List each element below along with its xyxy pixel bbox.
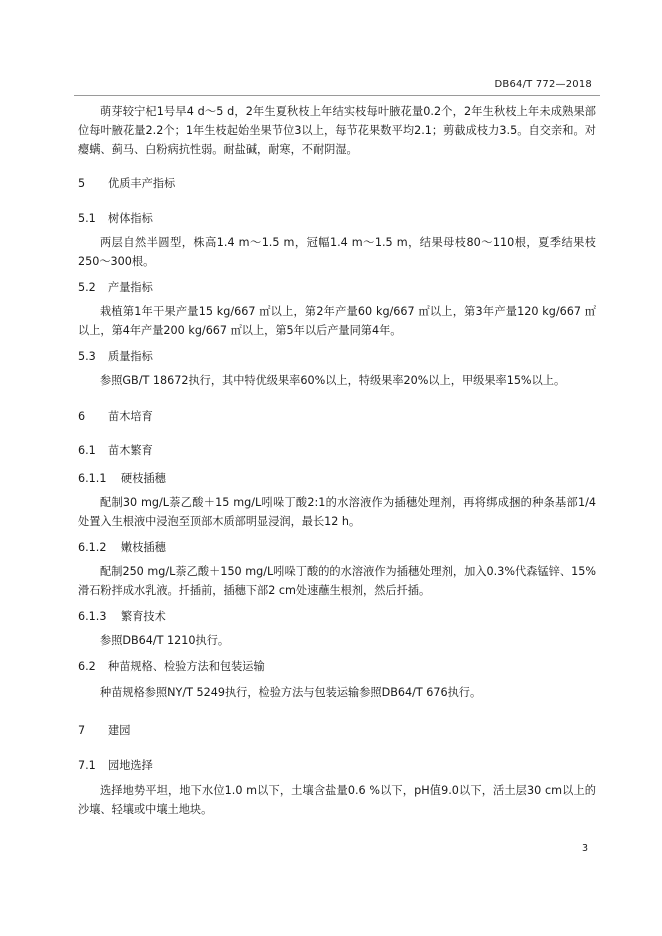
- section-number: 5.2: [78, 281, 96, 294]
- section-6-1-heading: [78, 444, 153, 457]
- section-title: 种苗规格、检验方法和包装运输: [108, 660, 265, 673]
- section-6-2-text: 种苗规格参照NY/T 5249执行，检验方法与包装运输参照DB64/T 676执行。: [100, 686, 482, 699]
- section-number: 7.1: [78, 759, 96, 772]
- section-number: 6.1.3: [78, 610, 107, 623]
- section-title: 建园: [108, 724, 131, 737]
- section-5-3-text: 参照GB/T 18672执行，其中特优级果率60%以上，特级果率20%以上，甲级果率15%以上。: [100, 374, 566, 387]
- section-number: 5: [78, 177, 86, 190]
- section-number: 6.1: [78, 444, 96, 457]
- intro-paragraph: 萌芽较宁杞1号早4 d～5 d，2年生夏秋枝上年结实枝每叶腋花量0.2个，2年生秋枝上年未成熟果部位每叶腋花量2.2个；1年生枝起始坐果节位3以上，每节花果数平均2.1；剪截成枝力3.5。自交亲和。对瘿螨、蓟马、白粉病抗性弱。耐盐碱，耐寒，不耐阴湿。: [78, 105, 596, 156]
- header-rule: [74, 95, 600, 96]
- section-title: 嫩枝插穗: [121, 541, 166, 554]
- section-number: 5.3: [78, 350, 96, 363]
- section-number: 6: [78, 410, 86, 423]
- section-6-2-heading: [78, 660, 265, 673]
- section-6-1-2-text: 配制250 mg/L萘乙酸＋150 mg/L吲哚丁酸的的水溶液作为插穗处理剂，加入0.3%代森锰锌、15%滑石粉拌成水乳液。扦插前，插穗下部2 cm处速蘸生根剂，然后扦插。: [78, 565, 596, 597]
- section-title: 苗木繁育: [108, 444, 153, 457]
- section-title: 园地选择: [108, 759, 153, 772]
- section-7-1-text: 选择地势平坦，地下水位1.0 m以下，土壤含盐量0.6 %以下，pH值9.0以下，活土层30 cm以上的沙壤、轻壤或中壤土地块。: [78, 784, 596, 816]
- section-5-1-text: 两层自然半圆型，株高1.4 m～1.5 m，冠幅1.4 m～1.5 m，结果母枝80～110根，夏季结果枝250～300根。: [78, 236, 596, 268]
- section-5-2-heading: [78, 281, 153, 294]
- section-title: 硬枝插穗: [121, 472, 166, 485]
- section-6-heading: [78, 410, 153, 423]
- section-6-1-3-heading: [78, 610, 166, 623]
- section-5-2-text: 栽植第1年干果产量15 kg/667 ㎡以上，第2年产量60 kg/667 ㎡以上，第3年产量120 kg/667 ㎡以上，第4年产量200 kg/667 ㎡以上，第5年以后产量同第4年。: [78, 305, 596, 337]
- section-title: 优质丰产指标: [108, 177, 176, 190]
- section-number: 6.1.1: [78, 472, 107, 485]
- standard-code: DB64/T 772—2018: [494, 79, 592, 90]
- section-6-1-3-text: 参照DB64/T 1210执行。: [100, 634, 230, 647]
- section-6-1-2-heading: [78, 541, 166, 554]
- section-7-heading: [78, 724, 130, 737]
- section-title: 苗木培育: [108, 410, 153, 423]
- section-title: 质量指标: [108, 350, 153, 363]
- section-7-1-heading: [78, 759, 153, 772]
- section-5-1-heading: [78, 212, 153, 225]
- section-title: 产量指标: [108, 281, 153, 294]
- section-5-heading: [78, 177, 175, 190]
- section-title: 树体指标: [108, 212, 153, 225]
- section-5-3-heading: [78, 350, 153, 363]
- section-6-1-1-heading: [78, 472, 166, 485]
- section-title: 繁育技术: [121, 610, 166, 623]
- section-number: 5.1: [78, 212, 96, 225]
- section-number: 7: [78, 724, 86, 737]
- section-number: 6.1.2: [78, 541, 107, 554]
- section-number: 6.2: [78, 660, 96, 673]
- section-6-1-1-text: 配制30 mg/L萘乙酸＋15 mg/L吲哚丁酸2:1的水溶液作为插穗处理剂，再将绑成捆的种条基部1/4处置入生根液中浸泡至顶部木质部明显浸润，最长12 h。: [78, 496, 596, 528]
- page-number: 3: [582, 843, 589, 854]
